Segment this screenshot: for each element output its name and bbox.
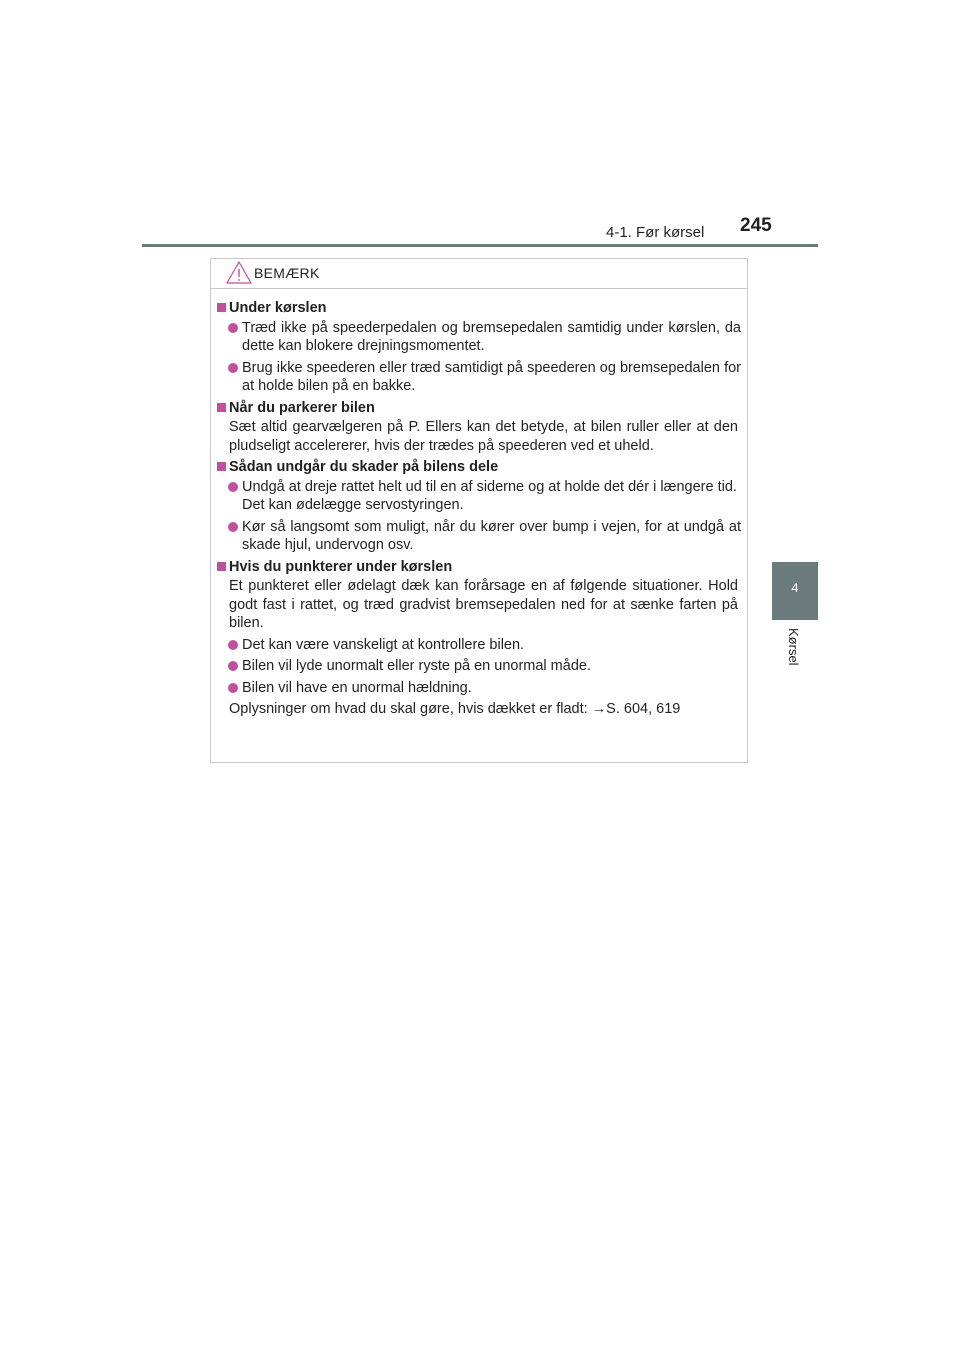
paragraph: Sæt altid gearvælgeren på P. Ellers kan det betyde, at bilen ruller eller at den pludseligt accelererer, hvis der trædes på speederen ved et uheld.: [229, 419, 738, 454]
square-bullet-icon: [217, 303, 226, 312]
list-item: Brug ikke speederen eller træd samtidigt på speederen og bremsepedalen for at holde bilen på en bakke.: [211, 359, 747, 396]
section-heading: Under kørslen: [211, 299, 747, 318]
warning-icon: [226, 261, 252, 284]
list-item: Det kan være vanskeligt at kontrollere bilen.: [211, 636, 747, 655]
section-heading: Hvis du punkterer under kørslen: [211, 558, 747, 577]
cross-reference[interactable]: Oplysninger om hvad du skal gøre, hvis dækket er fladt: →S. 604, 619: [229, 701, 681, 717]
page-number: 245: [740, 215, 772, 236]
chapter-tab-number: 4: [791, 580, 799, 595]
list-item: Bilen vil have en unormal hældning.: [211, 679, 747, 698]
round-bullet-icon: [228, 522, 238, 532]
round-bullet-icon: [228, 363, 238, 373]
round-bullet-icon: [228, 323, 238, 333]
round-bullet-icon: [228, 640, 238, 650]
section-heading: Når du parkerer bilen: [211, 399, 747, 418]
list-item: Bilen vil lyde unormalt eller ryste på en unormal måde.: [211, 657, 747, 676]
square-bullet-icon: [217, 562, 226, 571]
note-header: [211, 259, 747, 289]
note-body: [211, 299, 747, 722]
list-item: Undgå at dreje rattet helt ud til en af siderne og at holde det dér i længere tid. Det kan ødelægge servostyringen.: [211, 478, 747, 515]
list-item: Træd ikke på speederpedalen og bremsepedalen samtidig under kørslen, da dette kan blokere drejningsmomentet.: [211, 319, 747, 356]
note-box: [210, 258, 748, 763]
round-bullet-icon: [228, 683, 238, 693]
paragraph: Et punkteret eller ødelagt dæk kan forårsage en af følgende situationer. Hold godt fast i rattet, og træd gradvist bremsepedalen ned for at sænke farten på bilen.: [229, 578, 738, 631]
header-section-title: 4-1. Før kørsel: [606, 224, 705, 241]
note-title: BEMÆRK: [254, 265, 320, 281]
round-bullet-icon: [228, 661, 238, 671]
chapter-tab-label: Kørsel: [786, 628, 801, 666]
chapter-tab[interactable]: [772, 562, 818, 620]
header-rule: [142, 244, 818, 247]
section-heading: Sådan undgår du skader på bilens dele: [211, 458, 747, 477]
square-bullet-icon: [217, 462, 226, 471]
round-bullet-icon: [228, 482, 238, 492]
list-item: Kør så langsomt som muligt, når du kører over bump i vejen, for at undgå at skade hjul, undervogn osv.: [211, 518, 747, 555]
square-bullet-icon: [217, 403, 226, 412]
